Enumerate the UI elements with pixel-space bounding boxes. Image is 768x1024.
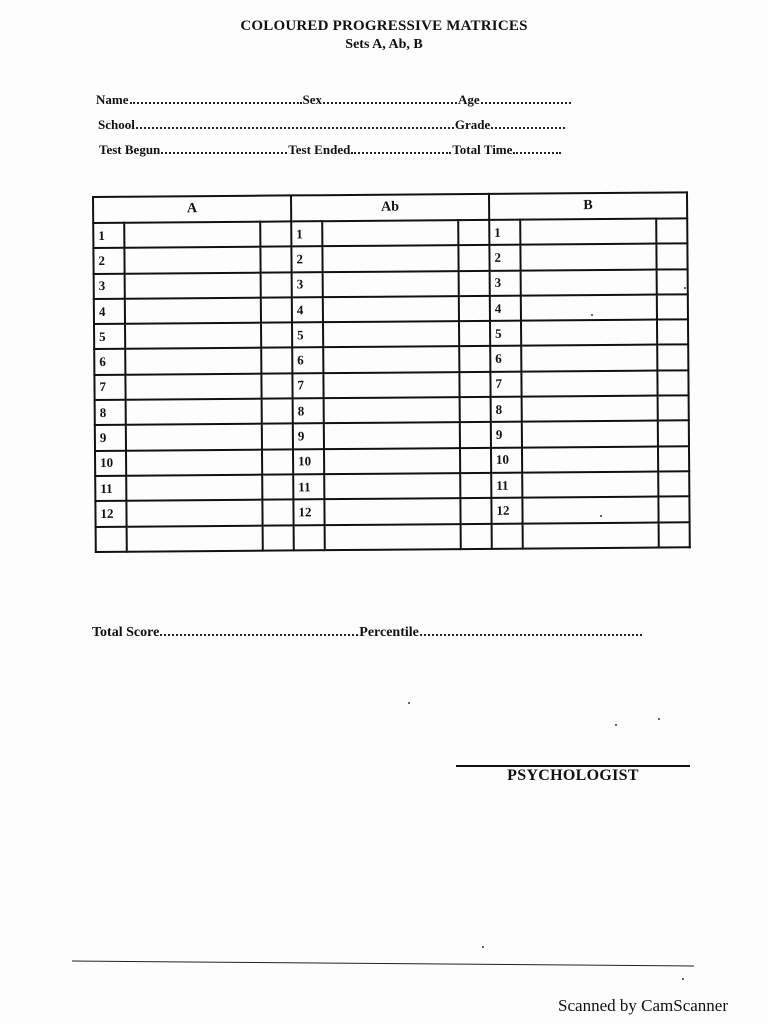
- item-number-b: 5: [490, 321, 521, 347]
- mark-cell-a[interactable]: [260, 221, 291, 247]
- mark-cell-b[interactable]: [656, 244, 688, 270]
- mark-cell-a[interactable]: [261, 323, 292, 349]
- item-number-b: 1: [489, 220, 520, 246]
- item-number-a: 12: [95, 501, 126, 527]
- answer-cell-a[interactable]: [125, 323, 261, 349]
- answer-cell-ab[interactable]: [323, 347, 459, 373]
- scan-speck: [682, 978, 684, 980]
- answer-cell-a[interactable]: [125, 298, 261, 324]
- score-table: [92, 191, 691, 553]
- item-number-ab: 2: [291, 246, 322, 272]
- mark-cell-a[interactable]: [261, 297, 292, 323]
- item-number-b: 4: [490, 296, 521, 322]
- school-info-row: [98, 117, 566, 133]
- total-score-field[interactable]: [160, 624, 358, 636]
- scan-speck: [482, 946, 484, 948]
- mark-cell-b[interactable]: [656, 269, 688, 295]
- mark-cell-b[interactable]: [657, 345, 689, 371]
- mark-cell-a[interactable]: [261, 399, 292, 425]
- mark-cell-a[interactable]: [262, 424, 293, 450]
- mark-cell-b[interactable]: [656, 294, 688, 320]
- percentile-label: Percentile: [359, 625, 419, 640]
- set-ab-header: Ab: [291, 194, 489, 222]
- item-number-ab: 7: [292, 373, 323, 399]
- scan-speck: [408, 702, 410, 704]
- answer-cell-b[interactable]: [521, 294, 657, 320]
- item-number-ab: 1: [291, 221, 322, 247]
- name-label: Name: [96, 92, 129, 107]
- item-number-ab: 4: [292, 297, 323, 323]
- test-time-row: [99, 142, 562, 158]
- answer-cell-a[interactable]: [125, 272, 261, 298]
- item-number-a: 7: [94, 375, 125, 401]
- mark-cell-a[interactable]: [262, 474, 293, 500]
- sex-field[interactable]: [323, 92, 457, 104]
- answer-cell-a[interactable]: [127, 500, 263, 526]
- total-cell-a[interactable]: [262, 525, 293, 551]
- answer-cell-ab[interactable]: [322, 220, 458, 246]
- mark-cell-b[interactable]: [658, 497, 690, 523]
- total-cell-a[interactable]: [127, 525, 263, 551]
- answer-cell-b[interactable]: [522, 472, 658, 498]
- scan-speck: [684, 287, 686, 289]
- answer-cell-a[interactable]: [126, 399, 262, 425]
- grade-field[interactable]: [491, 117, 565, 129]
- mark-cell-ab[interactable]: [459, 422, 490, 448]
- item-number-a: 9: [95, 425, 126, 451]
- item-number-b: 9: [491, 422, 522, 448]
- mark-cell-a[interactable]: [260, 247, 291, 273]
- item-number-a: 8: [95, 400, 126, 426]
- totals-row: [96, 522, 690, 552]
- answer-cell-ab[interactable]: [323, 296, 459, 322]
- answer-cell-b[interactable]: [522, 370, 658, 396]
- item-number-a: 2: [93, 248, 124, 274]
- test-begun-field[interactable]: [161, 142, 287, 154]
- answer-cell-b[interactable]: [522, 446, 658, 472]
- answer-cell-ab[interactable]: [324, 422, 460, 448]
- mark-cell-ab[interactable]: [459, 346, 490, 372]
- form-subtitle: Sets A, Ab, B: [345, 37, 423, 52]
- mark-cell-ab[interactable]: [458, 220, 489, 246]
- score-row: [92, 624, 643, 641]
- school-field[interactable]: [136, 117, 454, 129]
- item-number-b: 12: [491, 498, 522, 524]
- set-b-header: B: [489, 192, 687, 220]
- answer-cell-ab[interactable]: [324, 397, 460, 423]
- answer-cell-ab[interactable]: [324, 448, 460, 474]
- answer-cell-ab[interactable]: [323, 245, 459, 271]
- item-number-ab: 9: [293, 424, 324, 450]
- item-number-a: 3: [94, 273, 125, 299]
- mark-cell-ab[interactable]: [458, 296, 489, 322]
- camscanner-watermark: Scanned by CamScanner: [558, 996, 728, 1015]
- item-number-ab: 11: [293, 474, 324, 500]
- mark-cell-a[interactable]: [262, 449, 293, 475]
- item-number-ab: 6: [292, 348, 323, 374]
- total-cell-b[interactable]: [523, 522, 659, 548]
- test-begun-label: Test Begun: [99, 142, 161, 157]
- item-number-a: 11: [95, 476, 126, 502]
- personal-info-row: [96, 92, 572, 108]
- psychologist-label: PSYCHOLOGIST: [507, 767, 639, 784]
- test-ended-field[interactable]: [351, 142, 451, 154]
- answer-cell-b[interactable]: [522, 396, 658, 422]
- age-label: Age: [458, 92, 480, 107]
- test-ended-label: Test Ended: [288, 142, 351, 157]
- answer-cell-ab[interactable]: [325, 498, 461, 524]
- item-number-b: 6: [490, 346, 521, 372]
- mark-cell-a[interactable]: [262, 500, 293, 526]
- scan-speck: [600, 515, 602, 517]
- item-number-a: 5: [94, 324, 125, 350]
- item-number-ab: 10: [293, 449, 324, 475]
- total-cell-ab[interactable]: [460, 523, 491, 549]
- item-number-a: 4: [94, 299, 125, 325]
- mark-cell-a[interactable]: [261, 348, 292, 374]
- total-time-label: Total Time: [452, 142, 513, 157]
- item-number-b: 2: [489, 245, 520, 271]
- school-label: School: [98, 117, 135, 132]
- grade-label: Grade: [454, 117, 491, 132]
- name-field[interactable]: [130, 92, 302, 104]
- mark-cell-a[interactable]: [261, 373, 292, 399]
- item-number-a: 10: [95, 450, 126, 476]
- scan-speck: [591, 314, 593, 316]
- item-number-b: 10: [491, 447, 522, 473]
- total-cell-b[interactable]: [658, 522, 690, 548]
- item-number-a: 6: [94, 349, 125, 375]
- item-number-ab: 3: [292, 272, 323, 298]
- answer-cell-a[interactable]: [126, 424, 262, 450]
- mark-cell-b[interactable]: [657, 320, 689, 346]
- total-cell-b[interactable]: [492, 523, 523, 549]
- age-field[interactable]: [481, 92, 571, 104]
- mark-cell-b[interactable]: [657, 421, 689, 447]
- scan-speck: [615, 724, 617, 726]
- item-number-ab: 12: [293, 499, 324, 525]
- mark-cell-b[interactable]: [658, 446, 690, 472]
- mark-cell-b[interactable]: [657, 395, 689, 421]
- sex-label: Sex: [302, 92, 322, 107]
- mark-cell-ab[interactable]: [459, 372, 490, 398]
- answer-cell-ab[interactable]: [324, 473, 460, 499]
- answer-cell-b[interactable]: [521, 345, 657, 371]
- mark-cell-ab[interactable]: [458, 245, 489, 271]
- item-number-ab: 5: [292, 322, 323, 348]
- answer-cell-a[interactable]: [124, 222, 260, 248]
- answer-cell-b[interactable]: [521, 244, 657, 270]
- total-cell-a[interactable]: [96, 526, 127, 552]
- mark-cell-b[interactable]: [657, 370, 689, 396]
- answer-cell-a[interactable]: [125, 247, 261, 273]
- item-number-b: 8: [491, 397, 522, 423]
- set-a-header: A: [93, 195, 291, 223]
- answer-cell-a[interactable]: [126, 475, 262, 501]
- item-number-b: 7: [490, 371, 521, 397]
- total-time-field[interactable]: [513, 142, 561, 154]
- answer-cell-a[interactable]: [125, 348, 261, 374]
- answer-cell-ab[interactable]: [324, 372, 460, 398]
- answer-cell-a[interactable]: [126, 449, 262, 475]
- item-number-b: 11: [491, 473, 522, 499]
- item-number-a: 1: [93, 223, 124, 249]
- item-number-b: 3: [490, 270, 521, 296]
- answer-cell-ab[interactable]: [323, 271, 459, 297]
- answer-cell-b[interactable]: [521, 269, 657, 295]
- total-score-label: Total Score: [92, 625, 160, 640]
- answer-cell-b[interactable]: [521, 320, 657, 346]
- mark-cell-b[interactable]: [656, 218, 688, 244]
- answer-cell-ab[interactable]: [323, 321, 459, 347]
- mark-cell-ab[interactable]: [458, 270, 489, 296]
- total-cell-ab[interactable]: [325, 524, 461, 550]
- answer-cell-b[interactable]: [520, 219, 656, 245]
- total-cell-ab[interactable]: [294, 525, 325, 551]
- item-number-ab: 8: [293, 398, 324, 424]
- answer-cell-b[interactable]: [522, 421, 658, 447]
- mark-cell-ab[interactable]: [460, 473, 491, 499]
- bottom-divider: [72, 961, 694, 967]
- mark-cell-a[interactable]: [260, 272, 291, 298]
- scan-speck: [658, 718, 660, 720]
- mark-cell-ab[interactable]: [459, 321, 490, 347]
- answer-cell-a[interactable]: [126, 373, 262, 399]
- mark-cell-ab[interactable]: [460, 498, 491, 524]
- mark-cell-b[interactable]: [658, 471, 690, 497]
- form-title: COLOURED PROGRESSIVE MATRICES: [240, 18, 528, 34]
- mark-cell-ab[interactable]: [460, 448, 491, 474]
- mark-cell-ab[interactable]: [459, 397, 490, 423]
- percentile-field[interactable]: [420, 624, 642, 636]
- answer-cell-b[interactable]: [523, 497, 659, 523]
